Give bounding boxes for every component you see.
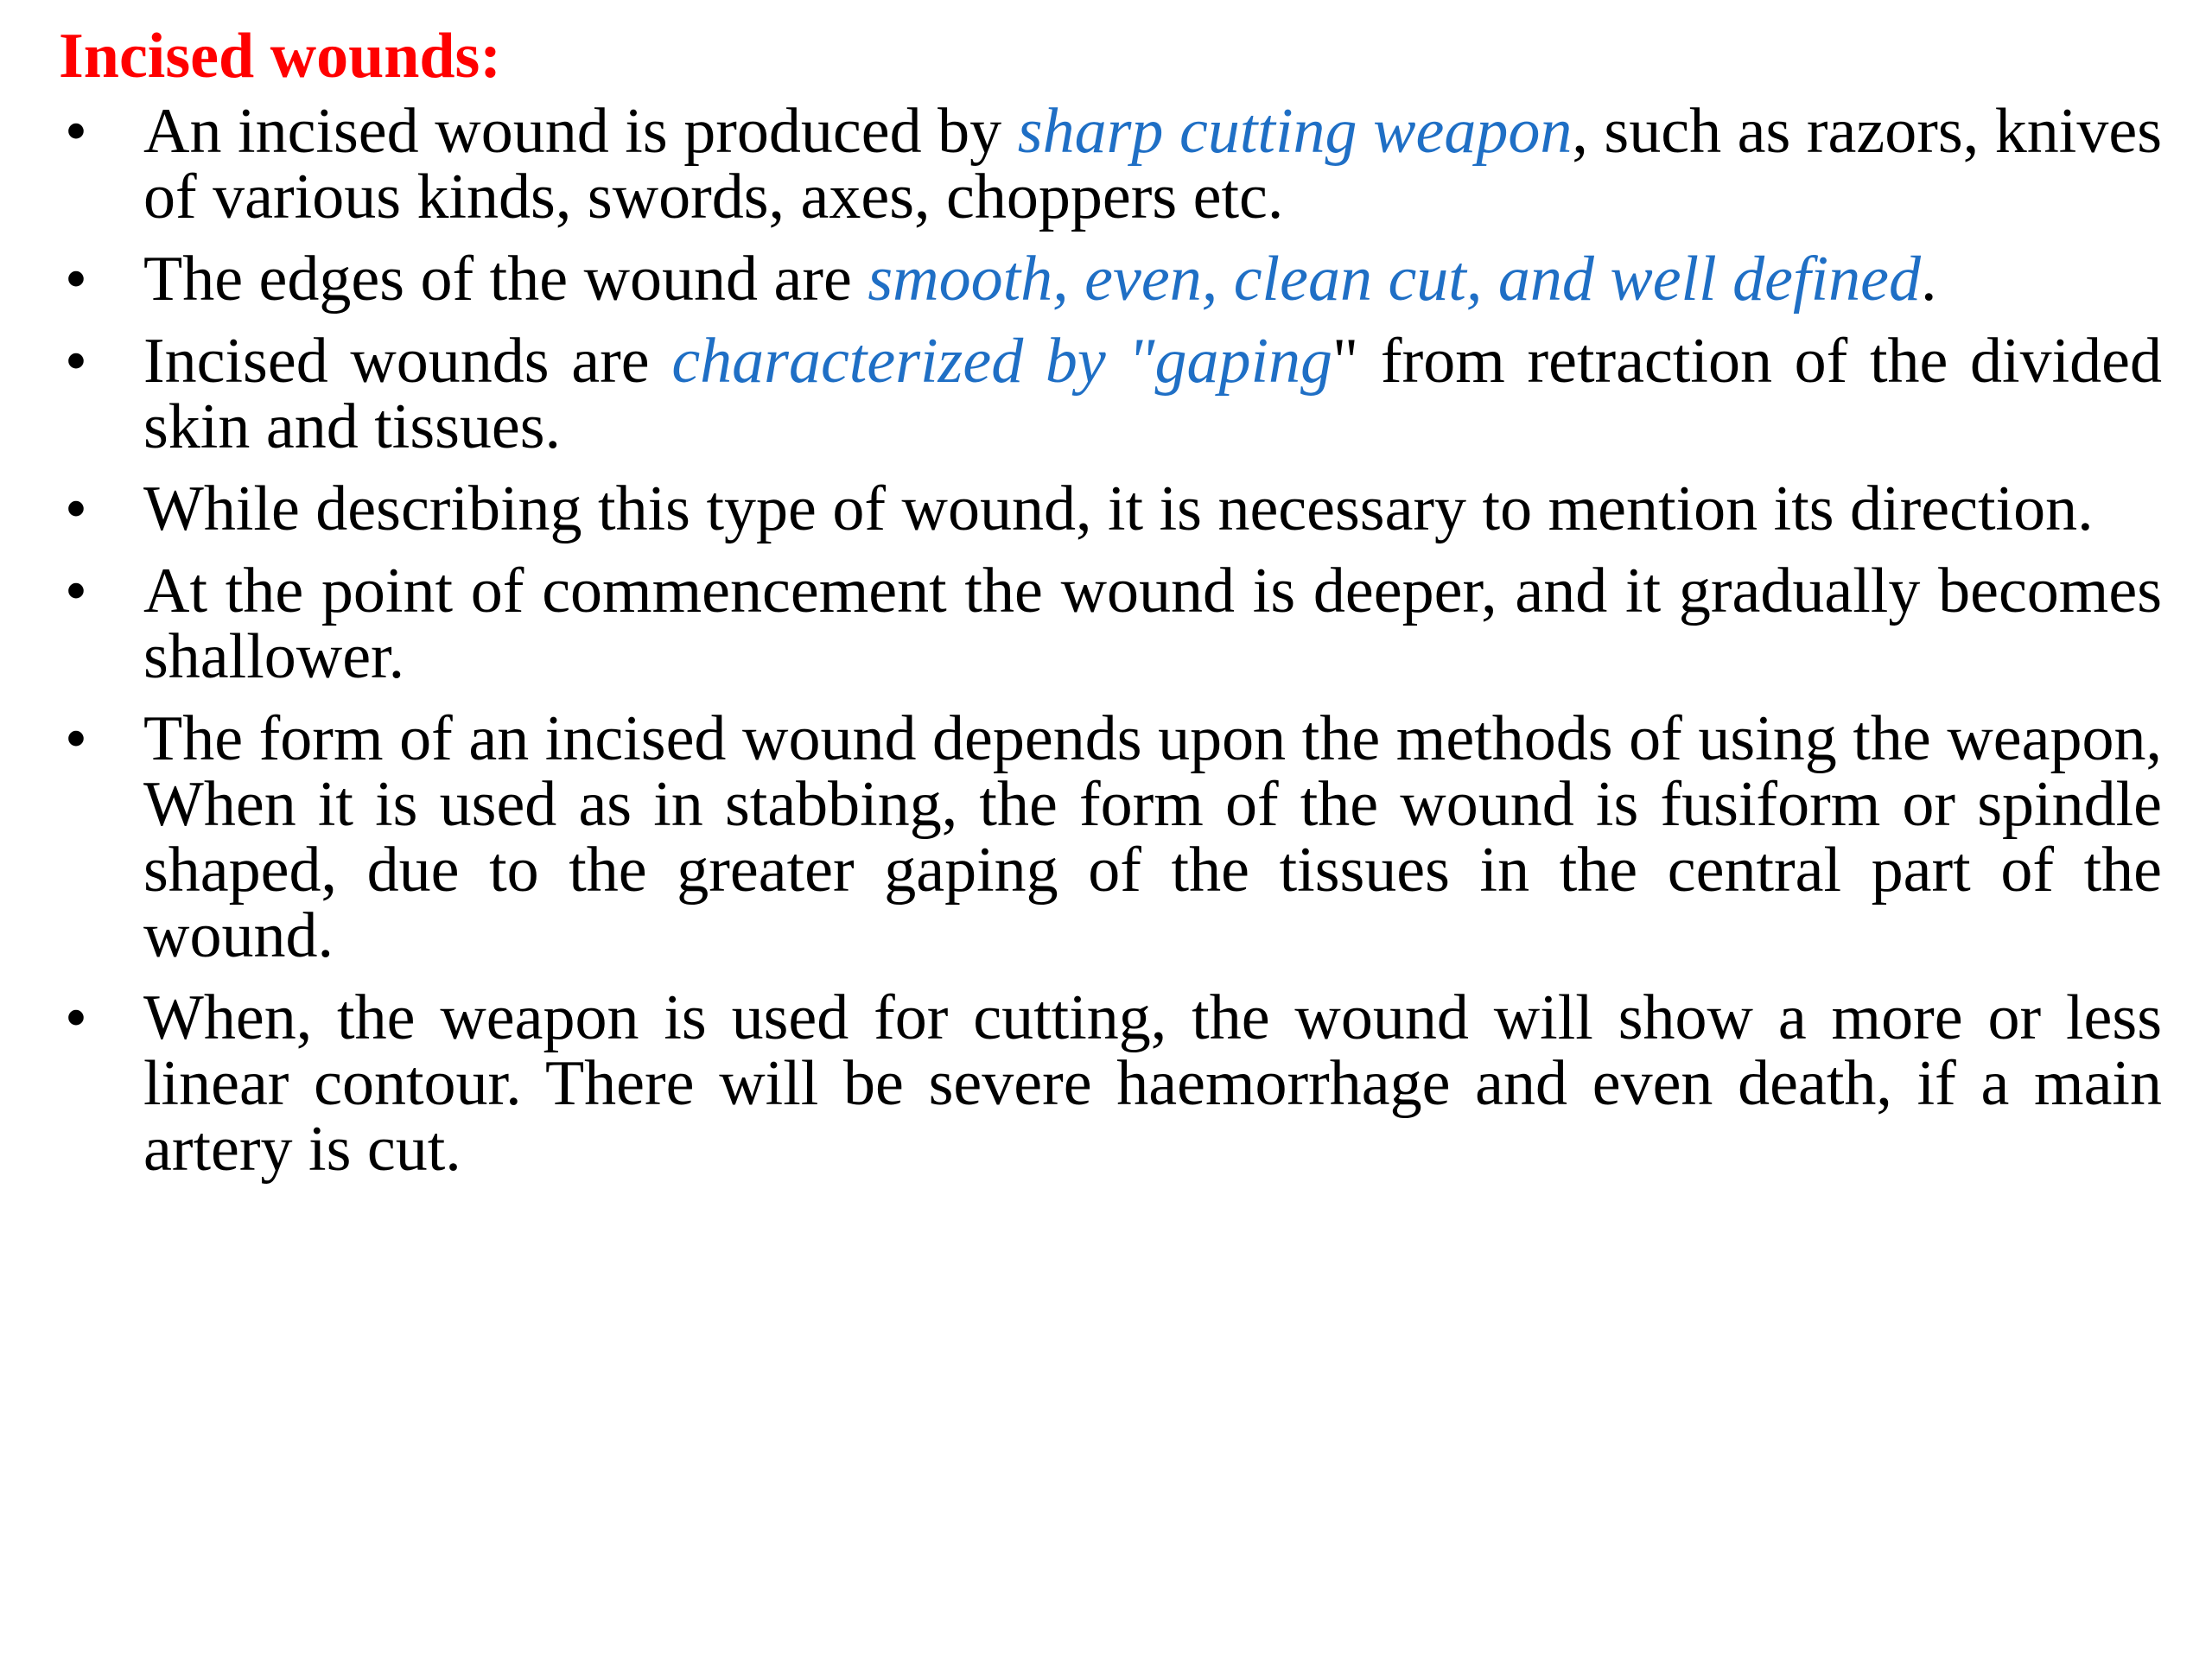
bullet-list: [59, 96, 2163, 1185]
bullet-emphasis: sharp cutting weapon: [1017, 96, 1573, 167]
bullet-text-before: Incised wounds are: [143, 326, 672, 397]
bullet-dot-icon: •: [65, 474, 87, 544]
bullet-item-5: [59, 558, 2162, 690]
bullet-item-4: [59, 476, 2162, 542]
bullet-text-before: An incised wound is produced by: [143, 96, 1018, 167]
bullet-text-after: .: [1920, 244, 1937, 315]
bullet-item-7: [59, 982, 2162, 1185]
bullet-text: While describing this type of wound, it is necessary to mention its direction.: [143, 474, 2094, 544]
bullet-emphasis: characterized by "gaping: [671, 326, 1333, 397]
bullet-dot-icon: •: [65, 326, 87, 397]
bullet-text: At the point of commencement the wound is deeper, and it gradually becomes shallower.: [143, 556, 2162, 692]
bullet-emphasis: smooth, even, clean cut, and well defined: [868, 244, 1921, 315]
bullet-dot-icon: •: [65, 703, 87, 774]
bullet-item-2: [59, 244, 2162, 315]
bullet-item-3: [59, 328, 2162, 460]
bullet-text-after: , such as razors, knives of various kinds, swords, axes, choppers etc.: [143, 96, 2162, 232]
bullet-text: When, the weapon is used for cutting, the wound will show a more or less linear contour. There will be severe haemorrhage and even death, if a main artery is cut.: [143, 982, 2162, 1185]
bullet-item-6: [59, 703, 2162, 971]
bullet-dot-icon: •: [65, 982, 87, 1053]
bullet-item-1: [59, 96, 2162, 232]
bullet-dot-icon: •: [65, 556, 87, 626]
bullet-dot-icon: •: [65, 244, 87, 315]
bullet-text-before: The edges of the wound are: [143, 244, 868, 315]
slide-heading: Incised wounds:: [59, 21, 502, 92]
bullet-text-after: " from retraction of the divided skin and tissues.: [143, 326, 2163, 462]
bullet-text: The form of an incised wound depends upon the methods of using the weapon, When it is used as in stabbing, the form of the wound is fusiform or spindle shaped, due to the greater gaping of the tissues in the central part of the wound.: [143, 703, 2162, 971]
bullet-dot-icon: •: [65, 96, 87, 167]
